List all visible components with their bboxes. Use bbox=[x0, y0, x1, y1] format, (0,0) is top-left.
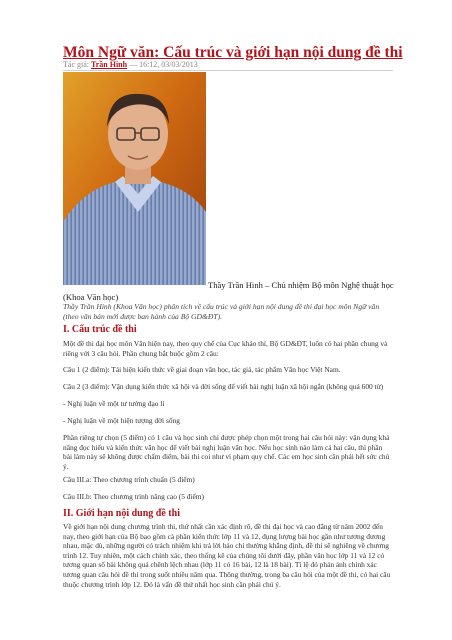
paragraph: Phần riêng tự chọn (5 điểm) có 1 câu và học sinh chỉ được phép chọn một trong hai câu hỏi này: vận dụng khả năng đọc hiểu và kiến thức văn học để viết bài nghị luận văn học. Nếu học sinh nào làm cả hai câu, thì phần bài làm này sẽ không được chấm điểm, bài thi coi như vi phạm quy chế. Các em học sinh cần phải hết sức chú ý. bbox=[63, 433, 390, 471]
paragraph: Câu III.a: Theo chương trình chuẩn (5 điểm) bbox=[63, 475, 195, 484]
paragraph: Câu 2 (3 điểm): Vận dụng kiến thức xã hội và đời sống để viết bài nghị luận xã hội ngắn (không quá 600 từ) bbox=[63, 382, 384, 391]
paragraph: Câu 1 (2 điểm): Tái hiện kiến thức về giai đoạn văn học, tác giả, tác phẩm Văn học Việt Nam. bbox=[63, 365, 341, 374]
article-title[interactable]: Môn Ngữ văn: Cấu trúc và giới hạn nội dung đề thi bbox=[63, 44, 403, 61]
section-heading-limits: II. Giới hạn nội dung đề thi bbox=[63, 508, 180, 519]
author-photo bbox=[63, 72, 206, 285]
meta-prefix: Tác giả: bbox=[63, 60, 89, 69]
paragraph: Câu III.b: Theo chương trình nâng cao (5 điểm) bbox=[63, 492, 204, 501]
paragraph: - Nghị luận về một tư tưởng đạo lí bbox=[63, 399, 165, 408]
photo-caption-cont: (Khoa Văn học) bbox=[63, 292, 119, 302]
lead-paragraph: Thầy Trần Hinh (Khoa Văn học) phân tích về cấu trúc và giới hạn nội dung đề thi đại học môn Ngữ văn (theo văn bản mới được ban hành của Bộ GD&ĐT). bbox=[63, 302, 380, 321]
title-divider bbox=[63, 70, 393, 71]
photo-caption: Thầy Trần Hinh – Chủ nhiệm Bộ môn Nghệ thuật học bbox=[208, 280, 394, 290]
paragraph: Một đề thi đại học môn Văn hiện nay, theo quy chế của Cục khảo thí, Bộ GD&ĐT, luôn có hai phần chung và riêng với 3 câu hỏi. Phần chung bắt buộc gồm 2 câu: bbox=[63, 339, 388, 358]
paragraph: Về giới hạn nội dung chương trình thi, thứ nhất cần xác định rõ, đề thi đại học và cao đẳng từ năm 2002 đến nay, theo giới hạn của Bộ bao gồm cả phần kiến thức lớp 11 và 12, đụng lượng bài học gần như tương đương nhau, mặc dù, những người có trách nhiệm khi trả lời báo chí thường khẳng định, đề thi sẽ nghiêng về chương trình 12. Tuy nhiên, một cách chính xác, theo thống kê của chúng tôi dưới đây, phần văn học lớp 11 và 12 có tương quan số bài không quá chênh lệch nhau (lớp 11 có 16 bài, 12 là 18 bài). Tỉ lệ đó phản ánh chính xác tương quan câu hỏi đề thi trong suốt nhiều năm qua. Thông thường, trong ba câu hỏi của một đề thi, có hai câu thuộc chương trình lớp 12. Đó là vấn đề thứ nhất học sinh cần phải chú ý. bbox=[63, 522, 391, 589]
paragraph: - Nghị luận về một hiện tượng đời sống bbox=[63, 416, 180, 425]
article-meta bbox=[63, 60, 198, 69]
meta-date: — 16:12, 03/03/2013 bbox=[129, 60, 198, 69]
section-heading-structure: I. Cấu trúc đề thi bbox=[63, 324, 137, 335]
author-link[interactable]: Trần Hinh bbox=[90, 60, 128, 69]
